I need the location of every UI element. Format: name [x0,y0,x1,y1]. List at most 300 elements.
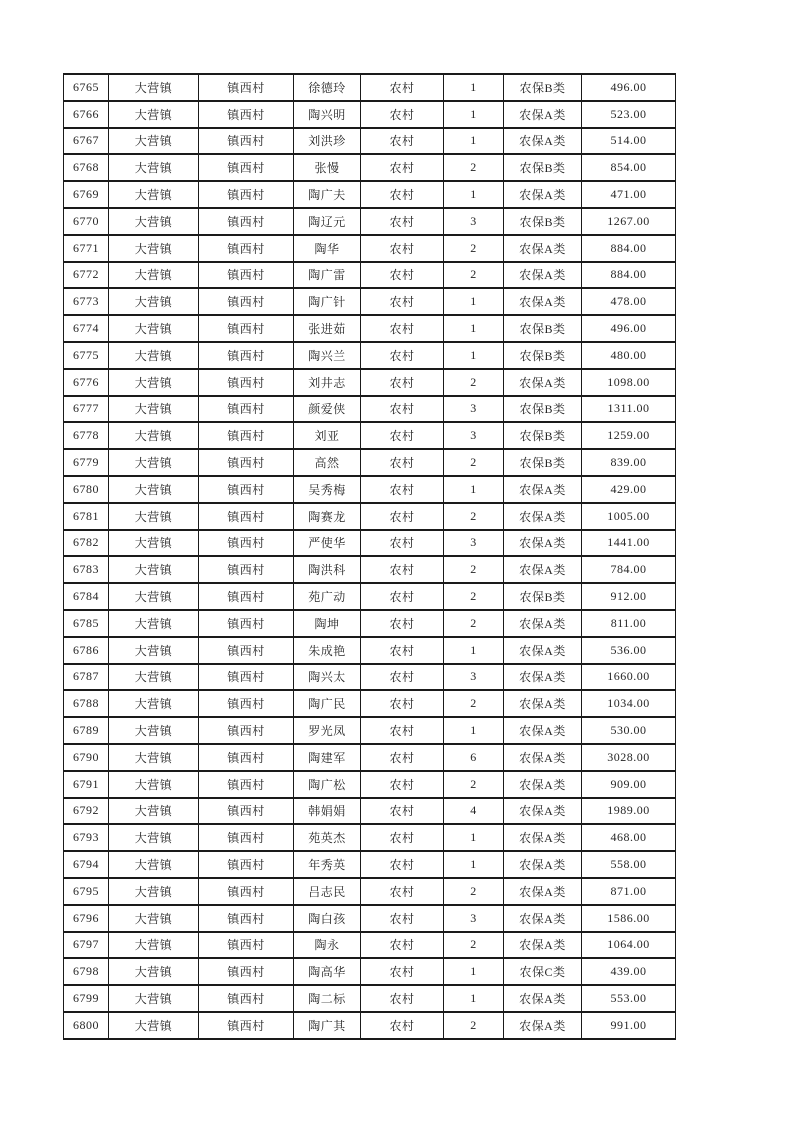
cell-amount: 536.00 [582,637,676,664]
cell-person-count: 2 [444,690,504,717]
cell-insurance-category: 农保A类 [504,985,582,1012]
cell-town: 大营镇 [109,396,199,423]
cell-village: 镇西村 [199,905,294,932]
cell-serial-number: 6795 [64,878,109,905]
cell-person-name: 陶永 [294,932,361,959]
cell-serial-number: 6776 [64,369,109,396]
cell-amount: 1311.00 [582,396,676,423]
cell-residence-type: 农村 [361,154,444,181]
cell-village: 镇西村 [199,583,294,610]
cell-person-count: 2 [444,369,504,396]
cell-person-name: 高然 [294,449,361,476]
cell-person-name: 陶兴太 [294,664,361,691]
table-row [64,128,676,155]
cell-person-count: 2 [444,610,504,637]
cell-residence-type: 农村 [361,851,444,878]
table-row [64,717,676,744]
cell-serial-number: 6789 [64,717,109,744]
cell-town: 大营镇 [109,315,199,342]
cell-insurance-category: 农保B类 [504,154,582,181]
cell-serial-number: 6772 [64,262,109,289]
cell-town: 大营镇 [109,851,199,878]
cell-village: 镇西村 [199,235,294,262]
cell-person-count: 2 [444,262,504,289]
cell-town: 大营镇 [109,958,199,985]
cell-residence-type: 农村 [361,905,444,932]
cell-person-name: 陶高华 [294,958,361,985]
cell-town: 大营镇 [109,932,199,959]
cell-town: 大营镇 [109,824,199,851]
cell-insurance-category: 农保B类 [504,208,582,235]
cell-insurance-category: 农保A类 [504,556,582,583]
cell-town: 大营镇 [109,503,199,530]
cell-residence-type: 农村 [361,932,444,959]
cell-amount: 523.00 [582,101,676,128]
cell-serial-number: 6777 [64,396,109,423]
table-row [64,476,676,503]
table-row [64,690,676,717]
cell-village: 镇西村 [199,342,294,369]
cell-village: 镇西村 [199,664,294,691]
cell-insurance-category: 农保A类 [504,798,582,825]
cell-amount: 478.00 [582,288,676,315]
table-row [64,288,676,315]
cell-village: 镇西村 [199,128,294,155]
cell-town: 大营镇 [109,262,199,289]
cell-person-name: 陶华 [294,235,361,262]
cell-serial-number: 6765 [64,74,109,101]
cell-town: 大营镇 [109,476,199,503]
cell-serial-number: 6779 [64,449,109,476]
cell-residence-type: 农村 [361,690,444,717]
cell-serial-number: 6798 [64,958,109,985]
cell-amount: 468.00 [582,824,676,851]
table-row [64,449,676,476]
table-row [64,369,676,396]
cell-village: 镇西村 [199,985,294,1012]
cell-person-name: 陶坤 [294,610,361,637]
table-row [64,1012,676,1039]
cell-amount: 839.00 [582,449,676,476]
cell-person-name: 陶兴明 [294,101,361,128]
cell-insurance-category: 农保A类 [504,476,582,503]
cell-person-name: 陶赛龙 [294,503,361,530]
cell-insurance-category: 农保B类 [504,396,582,423]
table-body [64,74,676,1039]
cell-person-name: 严使华 [294,530,361,557]
cell-serial-number: 6788 [64,690,109,717]
table-row [64,208,676,235]
cell-residence-type: 农村 [361,288,444,315]
cell-person-name: 吴秀梅 [294,476,361,503]
cell-person-name: 朱成艳 [294,637,361,664]
table-row [64,985,676,1012]
cell-insurance-category: 农保A类 [504,932,582,959]
cell-person-count: 2 [444,878,504,905]
cell-amount: 1259.00 [582,422,676,449]
cell-serial-number: 6793 [64,824,109,851]
table-row [64,958,676,985]
cell-insurance-category: 农保A类 [504,181,582,208]
cell-serial-number: 6796 [64,905,109,932]
cell-insurance-category: 农保A类 [504,369,582,396]
cell-person-count: 2 [444,503,504,530]
cell-amount: 884.00 [582,235,676,262]
table-row [64,556,676,583]
cell-insurance-category: 农保B类 [504,449,582,476]
cell-person-name: 吕志民 [294,878,361,905]
cell-town: 大营镇 [109,288,199,315]
cell-town: 大营镇 [109,235,199,262]
cell-serial-number: 6800 [64,1012,109,1039]
cell-town: 大营镇 [109,556,199,583]
cell-residence-type: 农村 [361,1012,444,1039]
cell-amount: 471.00 [582,181,676,208]
cell-person-count: 1 [444,717,504,744]
table-row [64,824,676,851]
cell-amount: 1005.00 [582,503,676,530]
cell-amount: 991.00 [582,1012,676,1039]
cell-insurance-category: 农保B类 [504,74,582,101]
cell-amount: 1989.00 [582,798,676,825]
cell-village: 镇西村 [199,1012,294,1039]
cell-serial-number: 6783 [64,556,109,583]
cell-person-name: 徐德玲 [294,74,361,101]
cell-person-count: 1 [444,476,504,503]
cell-person-count: 3 [444,664,504,691]
cell-residence-type: 农村 [361,449,444,476]
cell-village: 镇西村 [199,637,294,664]
cell-town: 大营镇 [109,101,199,128]
cell-insurance-category: 农保A类 [504,851,582,878]
cell-residence-type: 农村 [361,503,444,530]
cell-person-name: 陶洪科 [294,556,361,583]
cell-amount: 1660.00 [582,664,676,691]
cell-village: 镇西村 [199,556,294,583]
cell-person-name: 苑英杰 [294,824,361,851]
cell-village: 镇西村 [199,717,294,744]
table-row [64,74,676,101]
cell-amount: 429.00 [582,476,676,503]
cell-insurance-category: 农保A类 [504,530,582,557]
cell-person-count: 1 [444,128,504,155]
cell-person-count: 1 [444,315,504,342]
cell-insurance-category: 农保A类 [504,128,582,155]
cell-serial-number: 6767 [64,128,109,155]
cell-serial-number: 6790 [64,744,109,771]
cell-person-count: 3 [444,208,504,235]
cell-person-count: 2 [444,449,504,476]
cell-residence-type: 农村 [361,744,444,771]
cell-village: 镇西村 [199,503,294,530]
cell-serial-number: 6791 [64,771,109,798]
cell-person-name: 颜爱侠 [294,396,361,423]
cell-residence-type: 农村 [361,101,444,128]
cell-person-name: 陶辽元 [294,208,361,235]
cell-village: 镇西村 [199,476,294,503]
cell-serial-number: 6780 [64,476,109,503]
cell-person-count: 2 [444,583,504,610]
cell-person-count: 1 [444,181,504,208]
table-row [64,905,676,932]
cell-serial-number: 6770 [64,208,109,235]
cell-insurance-category: 农保B类 [504,422,582,449]
cell-village: 镇西村 [199,74,294,101]
table-row [64,851,676,878]
cell-residence-type: 农村 [361,717,444,744]
cell-residence-type: 农村 [361,342,444,369]
cell-amount: 811.00 [582,610,676,637]
cell-amount: 553.00 [582,985,676,1012]
cell-village: 镇西村 [199,154,294,181]
cell-serial-number: 6787 [64,664,109,691]
cell-residence-type: 农村 [361,181,444,208]
cell-person-count: 6 [444,744,504,771]
cell-amount: 496.00 [582,315,676,342]
table-row [64,932,676,959]
table-row [64,342,676,369]
cell-village: 镇西村 [199,208,294,235]
cell-village: 镇西村 [199,771,294,798]
table-row [64,154,676,181]
cell-person-name: 张进茹 [294,315,361,342]
cell-person-count: 2 [444,771,504,798]
cell-amount: 530.00 [582,717,676,744]
cell-person-name: 陶广松 [294,771,361,798]
pension-table-container [63,73,675,1040]
cell-person-name: 刘亚 [294,422,361,449]
cell-town: 大营镇 [109,744,199,771]
cell-insurance-category: 农保A类 [504,905,582,932]
cell-residence-type: 农村 [361,235,444,262]
table-row [64,262,676,289]
cell-village: 镇西村 [199,798,294,825]
cell-person-count: 3 [444,422,504,449]
cell-person-count: 4 [444,798,504,825]
cell-town: 大营镇 [109,342,199,369]
cell-person-name: 陶二标 [294,985,361,1012]
cell-person-name: 罗光凤 [294,717,361,744]
cell-serial-number: 6773 [64,288,109,315]
cell-person-count: 1 [444,101,504,128]
cell-village: 镇西村 [199,932,294,959]
cell-person-count: 1 [444,637,504,664]
cell-insurance-category: 农保A类 [504,262,582,289]
cell-serial-number: 6768 [64,154,109,181]
cell-insurance-category: 农保A类 [504,503,582,530]
cell-village: 镇西村 [199,181,294,208]
cell-residence-type: 农村 [361,583,444,610]
cell-person-count: 2 [444,932,504,959]
cell-person-count: 1 [444,958,504,985]
table-row [64,101,676,128]
cell-town: 大营镇 [109,369,199,396]
cell-person-count: 1 [444,851,504,878]
cell-residence-type: 农村 [361,262,444,289]
cell-town: 大营镇 [109,422,199,449]
cell-town: 大营镇 [109,154,199,181]
table-row [64,530,676,557]
cell-amount: 784.00 [582,556,676,583]
cell-residence-type: 农村 [361,556,444,583]
cell-serial-number: 6766 [64,101,109,128]
cell-serial-number: 6797 [64,932,109,959]
cell-town: 大营镇 [109,985,199,1012]
cell-town: 大营镇 [109,208,199,235]
cell-town: 大营镇 [109,905,199,932]
cell-residence-type: 农村 [361,637,444,664]
table-row [64,422,676,449]
cell-residence-type: 农村 [361,396,444,423]
cell-residence-type: 农村 [361,530,444,557]
cell-person-name: 陶建军 [294,744,361,771]
cell-person-name: 张慢 [294,154,361,181]
cell-village: 镇西村 [199,449,294,476]
cell-town: 大营镇 [109,878,199,905]
cell-insurance-category: 农保A类 [504,235,582,262]
cell-person-name: 刘井志 [294,369,361,396]
cell-serial-number: 6771 [64,235,109,262]
cell-serial-number: 6799 [64,985,109,1012]
cell-serial-number: 6778 [64,422,109,449]
cell-serial-number: 6781 [64,503,109,530]
cell-person-count: 2 [444,556,504,583]
cell-serial-number: 6769 [64,181,109,208]
cell-insurance-category: 农保B类 [504,315,582,342]
cell-residence-type: 农村 [361,315,444,342]
cell-village: 镇西村 [199,101,294,128]
cell-serial-number: 6785 [64,610,109,637]
cell-person-count: 2 [444,235,504,262]
cell-residence-type: 农村 [361,128,444,155]
cell-amount: 3028.00 [582,744,676,771]
cell-village: 镇西村 [199,396,294,423]
cell-person-name: 陶广其 [294,1012,361,1039]
cell-village: 镇西村 [199,262,294,289]
cell-town: 大营镇 [109,449,199,476]
cell-serial-number: 6774 [64,315,109,342]
cell-amount: 1267.00 [582,208,676,235]
cell-person-name: 韩娟娟 [294,798,361,825]
cell-town: 大营镇 [109,128,199,155]
cell-person-name: 陶兴兰 [294,342,361,369]
cell-amount: 558.00 [582,851,676,878]
cell-insurance-category: 农保C类 [504,958,582,985]
cell-residence-type: 农村 [361,664,444,691]
cell-town: 大营镇 [109,530,199,557]
table-row [64,637,676,664]
cell-village: 镇西村 [199,824,294,851]
cell-town: 大营镇 [109,637,199,664]
table-row [64,744,676,771]
cell-town: 大营镇 [109,610,199,637]
cell-amount: 909.00 [582,771,676,798]
cell-serial-number: 6792 [64,798,109,825]
cell-insurance-category: 农保A类 [504,637,582,664]
table-row [64,798,676,825]
cell-serial-number: 6784 [64,583,109,610]
cell-amount: 854.00 [582,154,676,181]
cell-person-count: 1 [444,74,504,101]
cell-village: 镇西村 [199,315,294,342]
cell-village: 镇西村 [199,422,294,449]
cell-person-name: 陶白孩 [294,905,361,932]
table-row [64,583,676,610]
cell-insurance-category: 农保A类 [504,101,582,128]
cell-residence-type: 农村 [361,958,444,985]
cell-village: 镇西村 [199,851,294,878]
cell-insurance-category: 农保A类 [504,690,582,717]
cell-person-count: 1 [444,824,504,851]
cell-town: 大营镇 [109,771,199,798]
cell-person-name: 陶广民 [294,690,361,717]
cell-amount: 514.00 [582,128,676,155]
cell-serial-number: 6782 [64,530,109,557]
cell-town: 大营镇 [109,181,199,208]
cell-insurance-category: 农保A类 [504,824,582,851]
table-row [64,503,676,530]
cell-residence-type: 农村 [361,610,444,637]
cell-residence-type: 农村 [361,476,444,503]
table-row [64,235,676,262]
cell-insurance-category: 农保A类 [504,744,582,771]
table-row [64,664,676,691]
table-row [64,878,676,905]
cell-amount: 1098.00 [582,369,676,396]
cell-person-name: 年秀英 [294,851,361,878]
cell-person-count: 3 [444,530,504,557]
cell-residence-type: 农村 [361,208,444,235]
cell-town: 大营镇 [109,690,199,717]
cell-town: 大营镇 [109,664,199,691]
cell-village: 镇西村 [199,744,294,771]
cell-residence-type: 农村 [361,74,444,101]
cell-amount: 1034.00 [582,690,676,717]
table-row [64,610,676,637]
cell-amount: 1064.00 [582,932,676,959]
pension-payment-table [63,73,676,1040]
cell-insurance-category: 农保A类 [504,288,582,315]
cell-person-count: 1 [444,342,504,369]
cell-residence-type: 农村 [361,878,444,905]
cell-village: 镇西村 [199,369,294,396]
cell-person-count: 1 [444,985,504,1012]
cell-village: 镇西村 [199,530,294,557]
cell-insurance-category: 农保A类 [504,610,582,637]
cell-person-name: 苑广动 [294,583,361,610]
cell-insurance-category: 农保A类 [504,878,582,905]
cell-town: 大营镇 [109,74,199,101]
cell-residence-type: 农村 [361,985,444,1012]
cell-insurance-category: 农保A类 [504,664,582,691]
cell-insurance-category: 农保B类 [504,342,582,369]
cell-amount: 912.00 [582,583,676,610]
cell-residence-type: 农村 [361,798,444,825]
cell-insurance-category: 农保A类 [504,1012,582,1039]
cell-amount: 439.00 [582,958,676,985]
cell-residence-type: 农村 [361,422,444,449]
cell-insurance-category: 农保A类 [504,717,582,744]
cell-village: 镇西村 [199,878,294,905]
cell-person-name: 陶广针 [294,288,361,315]
cell-amount: 884.00 [582,262,676,289]
cell-town: 大营镇 [109,798,199,825]
cell-person-count: 3 [444,905,504,932]
cell-village: 镇西村 [199,958,294,985]
cell-amount: 1441.00 [582,530,676,557]
cell-serial-number: 6775 [64,342,109,369]
cell-person-name: 刘洪珍 [294,128,361,155]
